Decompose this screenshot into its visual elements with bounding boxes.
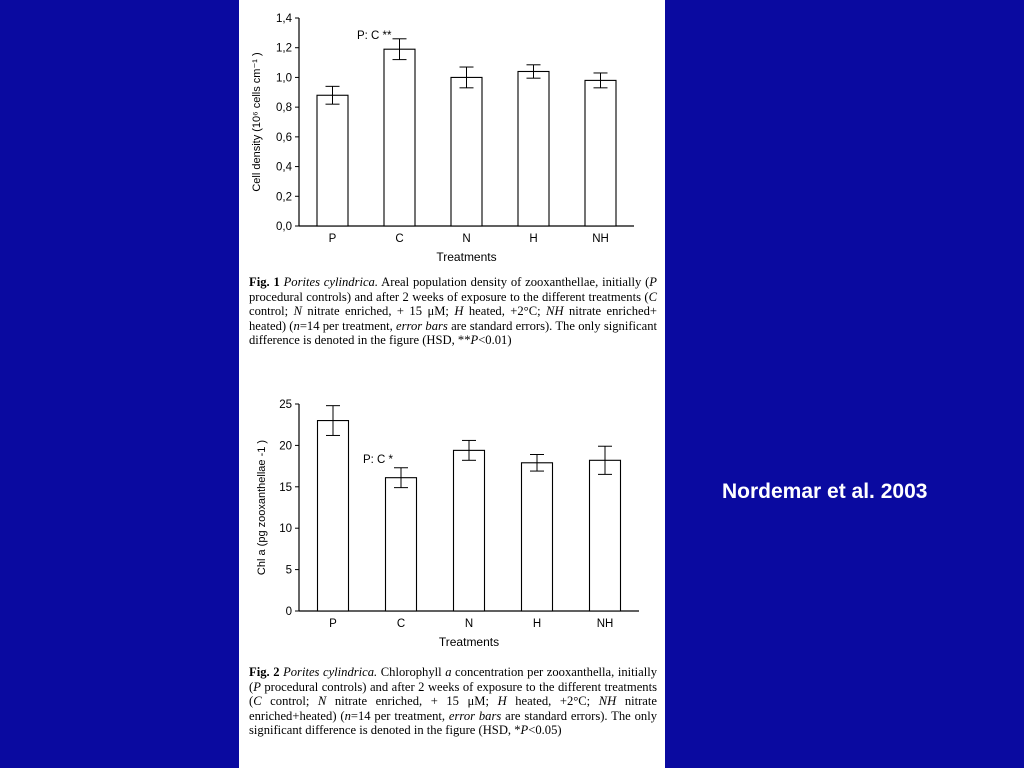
y-tick-label: 1,2 <box>276 42 292 55</box>
bar-N <box>454 450 485 611</box>
caption-var: n <box>293 318 300 333</box>
caption-text: control; <box>249 304 294 319</box>
bar-C <box>386 478 417 611</box>
bar-N <box>451 77 482 226</box>
y-tick-label: 20 <box>279 440 292 453</box>
caption-text: heated, +2°C; <box>463 304 547 319</box>
caption-var: P <box>649 275 657 289</box>
caption-text: control; <box>261 694 318 709</box>
caption-var: N <box>293 304 302 319</box>
caption-text: concentration per zooxanthella, initially ( <box>249 665 657 694</box>
x-tick-label: C <box>395 233 404 245</box>
caption-var: P <box>520 723 529 738</box>
x-tick-label: P <box>329 618 337 630</box>
caption-figure-label: Fig. 1 <box>249 275 280 289</box>
x-axis-label: Treatments <box>436 250 497 264</box>
caption-var: C <box>648 289 657 304</box>
bar-NH <box>590 460 621 611</box>
y-tick-label: 10 <box>279 523 292 536</box>
y-tick-label: 0 <box>285 606 292 618</box>
x-axis-label: Treatments <box>438 635 500 649</box>
bar-P <box>318 421 349 611</box>
y-tick-label: 0,4 <box>276 161 292 174</box>
figure-panel <box>239 0 665 768</box>
bar-P <box>317 95 348 226</box>
caption-text: procedural controls) and after 2 weeks of exposure to the different treatments ( <box>249 289 649 304</box>
bar-NH <box>585 80 616 226</box>
cell-density-chart <box>239 0 665 268</box>
caption-text: nitrate enriched+ heated) ( <box>249 304 658 333</box>
caption-var: error bars <box>448 708 502 723</box>
y-tick-label: 0,8 <box>276 102 292 115</box>
caption-var: NH <box>598 694 617 709</box>
figure-2-caption <box>249 665 657 738</box>
figure-1-caption <box>249 275 657 348</box>
y-tick-label: 0,0 <box>276 221 292 233</box>
caption-text: =14 per treatment, <box>299 318 397 333</box>
caption-text: nitrate enriched, + 15 μM; <box>302 304 455 319</box>
caption-var: H <box>454 304 464 319</box>
caption-var: a <box>445 665 452 679</box>
caption-text: nitrate enriched, + 15 μM; <box>326 694 498 709</box>
x-tick-label: N <box>462 233 471 245</box>
caption-var: P <box>470 333 479 348</box>
x-tick-label: P <box>328 233 337 245</box>
citation-text: Nordemar et al. 2003 <box>722 480 928 503</box>
caption-text: Chlorophyll <box>380 665 446 679</box>
caption-var: error bars <box>396 318 448 333</box>
caption-text: Areal population density of zooxanthellae, initially ( <box>381 275 650 289</box>
x-tick-label: NH <box>592 233 609 245</box>
y-tick-label: 1,0 <box>276 72 292 85</box>
caption-var: H <box>497 694 507 709</box>
caption-var: NH <box>546 304 564 319</box>
caption-species: Porites cylindrica. <box>283 665 378 679</box>
caption-figure-label: Fig. 2 <box>249 665 280 679</box>
caption-text: are standard errors). The only significant difference is denoted in the figure (HSD, ** <box>249 318 657 348</box>
bar-C <box>384 49 415 226</box>
caption-var: C <box>253 694 262 709</box>
caption-text: are standard errors). The only significant difference is denoted in the figure (HSD, * <box>249 708 657 738</box>
y-tick-label: 5 <box>285 564 292 577</box>
caption-text: procedural controls) and after 2 weeks of exposure to the different treatments ( <box>249 679 657 709</box>
caption-text: =14 per treatment, <box>350 708 449 723</box>
y-axis-label: Chl a (pg zooxanthellae -1 ) <box>256 439 268 576</box>
y-tick-label: 0,6 <box>276 131 292 144</box>
caption-var: P <box>253 679 261 694</box>
y-axis-label: Cell density (10⁶ cells cm⁻¹ ) <box>251 52 263 192</box>
x-tick-label: H <box>532 618 542 630</box>
caption-var: n <box>344 708 351 723</box>
x-tick-label: H <box>529 233 538 245</box>
caption-species: Porites cylindrica. <box>283 275 379 289</box>
y-tick-label: 15 <box>279 481 292 494</box>
x-tick-label: NH <box>596 618 614 630</box>
significance-annotation: P: C ** <box>356 29 392 42</box>
y-tick-label: 25 <box>279 399 292 411</box>
y-tick-label: 0,2 <box>276 191 292 204</box>
caption-text: <0.01) <box>478 333 512 348</box>
chlorophyll-chart <box>239 392 665 654</box>
y-tick-label: 1,4 <box>276 13 292 25</box>
significance-annotation: P: C * <box>362 453 393 466</box>
x-tick-label: N <box>464 618 474 630</box>
x-tick-label: C <box>396 618 406 630</box>
caption-text: heated, +2°C; <box>506 694 599 709</box>
bar-H <box>518 71 549 226</box>
caption-text: nitrate enriched+heated) ( <box>249 694 657 723</box>
caption-var: N <box>317 694 327 709</box>
bar-H <box>522 463 553 611</box>
caption-text: <0.05) <box>528 723 562 738</box>
